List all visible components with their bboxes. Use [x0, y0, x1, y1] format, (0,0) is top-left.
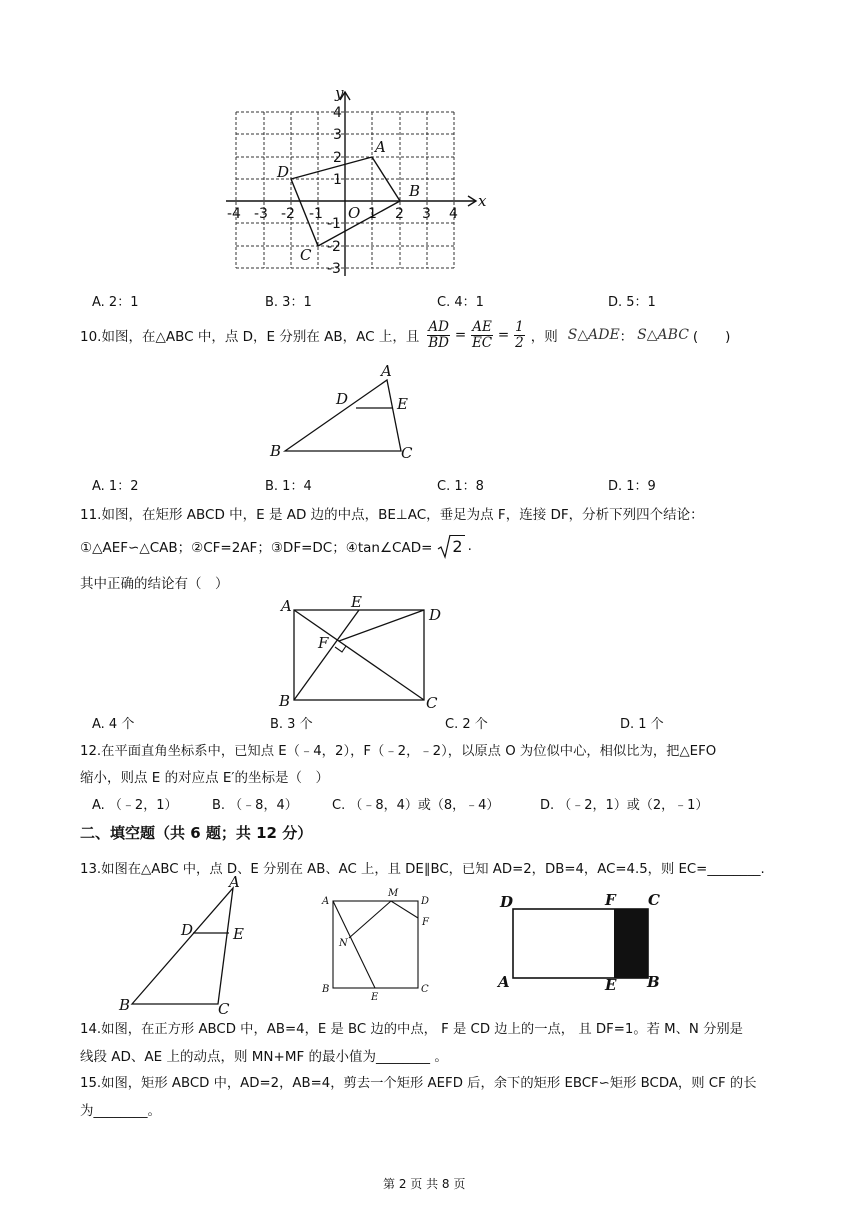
q11-stem: 11.如图，在矩形 ABCD 中，E 是 AD 边的中点，BE⊥AC，垂足为点 F，连接 DF，分析下列四个结论： [80, 507, 704, 523]
q12-option: D. （﹣2，1）或（2，﹣1） [540, 798, 709, 813]
q10-triangle-figure [0, 362, 860, 462]
q10-fraction-ad-bd [427, 320, 450, 351]
fraction-denominator: BD [428, 334, 449, 351]
q13-fig3-label: C [648, 891, 660, 909]
q11-rectangle-figure [0, 594, 860, 714]
q9-point-label: C [300, 246, 312, 264]
q13-fig2-label: D [421, 896, 430, 907]
sqrt-radicand: 2 [452, 537, 463, 556]
q9-coordinate-figure [0, 0, 860, 290]
q9-y-tick: -3 [327, 261, 341, 277]
fraction-numerator: AE [472, 318, 492, 335]
q9-x-tick: -2 [281, 206, 295, 222]
q11-conclusions-text: ①△AEF∽△CAB；②CF=2AF；③DF=DC；④tan∠CAD= [80, 540, 433, 556]
q9-point-label: B [409, 182, 421, 200]
q9-option: A. 2：1 [92, 295, 139, 310]
q13-shaded-rectangle-figure [496, 891, 660, 994]
q14-line2: 线段 AD、AE 上的动点，则 MN+MF 的最小值为________ 。 [80, 1049, 448, 1065]
q9-y-axis-label: y [335, 84, 344, 102]
q12-option: A. （﹣2，1） [92, 798, 178, 813]
q10-label: D [336, 390, 349, 408]
q13-fig2-label: N [339, 938, 348, 949]
q15-line1: 15.如图，矩形 ABCD 中，AD=2，AB=4，剪去一个矩形 AEFD 后，余下的矩形 EBCF∽矩形 BCDA，则 CF 的长 [80, 1076, 757, 1091]
q10-equals: = [454, 327, 467, 343]
q11-label: B [279, 692, 291, 710]
q13-fig2-label: A [322, 896, 330, 907]
q11-label: C [426, 694, 438, 712]
q11-option: D. 1 个 [620, 717, 664, 732]
q13-stem: 13.如图在△ABC 中，点 D、E 分别在 AB、AC 上，且 DE∥BC，已知 AD=2，DB=4，AC=4.5，则 EC=________. [80, 862, 765, 877]
q10-option: A. 1：2 [92, 479, 139, 494]
q13-fig1-label: C [218, 1000, 230, 1018]
fraction-numerator: 1 [515, 318, 524, 335]
q11-label: E [351, 593, 362, 611]
q10-label: B [270, 442, 282, 460]
q13-fig1-label: E [233, 925, 244, 943]
q10-equals: = [497, 327, 510, 343]
q9-y-tick: 1 [333, 172, 342, 188]
q11-label: D [429, 606, 442, 624]
q10-colon: ： [619, 329, 634, 345]
q10-paren: ( ) [692, 329, 731, 345]
fraction-denominator: EC [471, 334, 493, 351]
q13-fig1-label: B [119, 996, 131, 1014]
q11-option: C. 2 个 [445, 717, 488, 732]
section-heading-fill-in: 二、填空题（共 6 题；共 12 分） [80, 824, 313, 842]
q13-fig3-label: D [500, 893, 514, 911]
sqrt-radical [438, 534, 464, 558]
q11-label: F [318, 634, 329, 652]
q9-option: C. 4：1 [437, 295, 484, 310]
q13-fig2-label: M [388, 888, 399, 899]
q13-fig3-label: F [605, 891, 616, 909]
q11-option: A. 4 个 [92, 717, 135, 732]
q13-shaded-region [614, 909, 648, 978]
q13-fig2-label: C [421, 984, 429, 995]
q9-y-tick: -1 [327, 216, 341, 232]
q9-y-tick: 2 [333, 150, 342, 166]
q9-y-tick: 3 [333, 127, 342, 143]
q9-y-tick: -2 [327, 239, 341, 255]
q13-fig3-label: A [498, 973, 510, 991]
fraction-numerator: AD [428, 318, 449, 335]
q11-option: B. 3 个 [270, 717, 313, 732]
q10-option: C. 1：8 [437, 479, 484, 494]
q12-stem-line2: 缩小，则点 E 的对应点 E′的坐标是（ ） [80, 770, 329, 786]
q13-fig2-label: B [322, 984, 330, 995]
page-footer: 第 2 页 共 8 页 [383, 1177, 466, 1191]
q13-figures [0, 873, 860, 1018]
q11-conclusions [80, 532, 472, 560]
q10-stem-prefix: 10.如图，在△ABC 中，点 D，E 分别在 AB，AC 上，且 [80, 329, 420, 345]
q15-line2: 为________。 [80, 1103, 161, 1119]
fraction-denominator: 2 [515, 334, 524, 351]
q13-fig1-label: A [229, 873, 240, 891]
q13-fig1-label: D [181, 921, 194, 939]
q14-line1: 14.如图，在正方形 ABCD 中，AB=4，E 是 BC 边的中点， F 是 CD 边上的一点， 且 DF=1。若 M、N 分别是 [80, 1022, 743, 1037]
q12-stem-line1: 12.在平面直角坐标系中，已知点 E（﹣4，2），F（﹣2，﹣2），以原点 O 为位似中心，相似比为，把△EFO [80, 744, 717, 759]
q10-area-ade: S△ADE [567, 327, 620, 343]
q10-option: B. 1：4 [265, 479, 312, 494]
q13-fig3-label: B [647, 973, 660, 991]
q10-stem [80, 318, 730, 352]
q10-stem-mid: ，则 [530, 329, 558, 345]
q9-x-tick: 2 [395, 206, 404, 222]
q10-fraction-one-half [514, 320, 525, 351]
q13-square-figure [321, 888, 430, 1003]
q9-x-tick: -1 [309, 206, 323, 222]
q11-ask: 其中正确的结论有（ ） [80, 576, 229, 592]
q12-option: C. （﹣8，4）或（8，﹣4） [332, 798, 500, 813]
q10-label: C [401, 444, 413, 462]
q10-option: D. 1：9 [608, 479, 656, 494]
q9-option: D. 5：1 [608, 295, 656, 310]
q13-fig2-label: E [371, 992, 379, 1003]
q13-triangle-figure [118, 873, 244, 1018]
q9-point-label: D [277, 163, 290, 181]
q10-fraction-ae-ec [471, 320, 493, 351]
q9-x-tick: -4 [227, 206, 241, 222]
q10-label: E [397, 395, 408, 413]
q9-point-label: A [375, 138, 386, 156]
q10-area-abc: S△ABC [637, 327, 689, 343]
q9-x-tick: 4 [449, 206, 458, 222]
q9-y-tick: 4 [333, 105, 342, 121]
q9-x-axis-label: x [478, 192, 487, 210]
q13-fig3-label: E [605, 976, 617, 994]
q9-option: B. 3：1 [265, 295, 312, 310]
q9-x-tick: 3 [422, 206, 431, 222]
q9-x-tick: -3 [254, 206, 268, 222]
q11-label: A [281, 597, 292, 615]
q9-origin-label: O [348, 204, 361, 222]
q9-y-ticks [327, 105, 342, 277]
q10-label: A [381, 362, 392, 380]
q9-x-ticks [227, 206, 458, 222]
q13-fig2-label: F [422, 917, 429, 928]
q11-period: . [467, 538, 472, 554]
radical-sign-icon [438, 534, 450, 558]
q12-option: B. （﹣8，4） [212, 798, 298, 813]
q9-x-tick: 1 [368, 206, 377, 222]
